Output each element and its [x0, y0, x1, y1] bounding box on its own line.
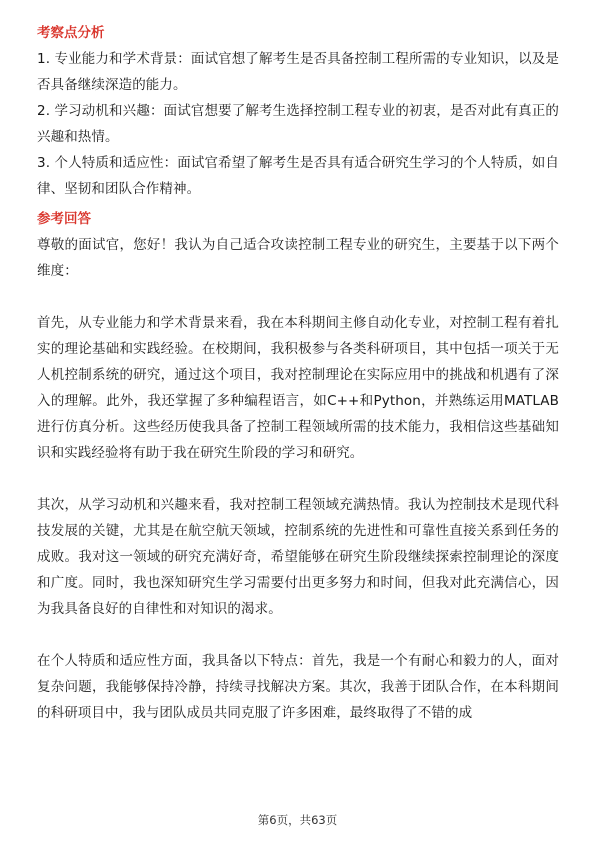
document-page [37, 20, 559, 726]
answer-paragraph-professional: 首先，从专业能力和学术背景来看，我在本科期间主修自动化专业，对控制工程有着扎实的理论基础和实践经验。在校期间，我积极参与各类科研项目，其中包括一项关于无人机控制系统的研究，通过这个项目，我对控制理论在实际应用中的挑战和机遇有了深入的理解。此外，我还掌握了多种编程语言，如C++和Python，并熟练运用MATLAB进行仿真分析。这些经历使我具备了控制工程领域所需的技术能力，我相信这些基础知识和实践经验将有助于我在研究生阶段的学习和研究。 [37, 315, 559, 461]
paragraph-spacer [37, 622, 559, 648]
answer-paragraph-traits: 在个人特质和适应性方面，我具备以下特点：首先，我是一个有耐心和毅力的人，面对复杂问题，我能够保持冷静，持续寻找解决方案。其次，我善于团队合作，在本科期间的科研项目中，我与团队成员共同克服了许多困难，最终取得了不错的成 [37, 653, 559, 721]
analysis-heading: 考察点分析 [37, 25, 105, 41]
paragraph-spacer [37, 284, 559, 310]
answer-paragraph-intro: 尊敬的面试官，您好！我认为自己适合攻读控制工程专业的研究生，主要基于以下两个维度： [37, 237, 559, 279]
analysis-point-3: 3. 个人特质和适应性：面试官希望了解考生是否具有适合研究生学习的个人特质，如自律、坚韧和团队合作精神。 [37, 155, 559, 197]
analysis-point-1: 1. 专业能力和学术背景：面试官想了解考生是否具备控制工程所需的专业知识，以及是否具备继续深造的能力。 [37, 51, 559, 93]
answer-paragraph-motivation: 其次，从学习动机和兴趣来看，我对控制工程领域充满热情。我认为控制技术是现代科技发展的关键，尤其是在航空航天领域，控制系统的先进性和可靠性直接关系到任务的成败。我对这一领域的研究充满好奇，希望能够在研究生阶段继续探索控制理论的深度和广度。同时，我也深知研究生学习需要付出更多努力和时间，但我对此充满信心，因为我具备良好的自律性和对知识的渴求。 [37, 497, 559, 617]
paragraph-spacer [37, 466, 559, 492]
page-number: 第6页，共63页 [257, 813, 338, 827]
answer-heading: 参考回答 [37, 211, 91, 227]
analysis-point-2: 2. 学习动机和兴趣：面试官想要了解考生选择控制工程专业的初衷，是否对此有真正的兴趣和热情。 [37, 103, 559, 145]
